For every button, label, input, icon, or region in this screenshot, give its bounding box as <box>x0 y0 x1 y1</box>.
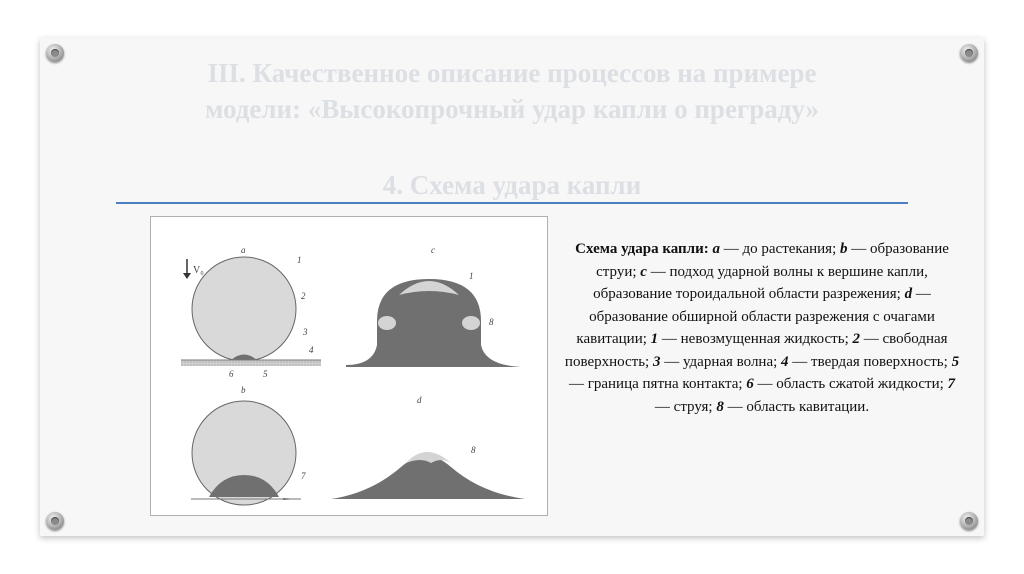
shocked-drop-c <box>346 279 521 367</box>
num-7: 7 <box>301 471 306 481</box>
caption-key-6: 6 <box>746 376 754 392</box>
panel-label-c: c <box>431 245 435 255</box>
drop-impact-diagram <box>151 217 547 515</box>
num-1-c: 1 <box>469 271 474 281</box>
caption-key-7: 7 <box>947 376 956 392</box>
caption-text-d: — образование обширной области разрежения с очагами кавитации; <box>576 286 935 347</box>
panel-label-d: d <box>417 395 422 405</box>
caption-key-1: 1 <box>650 331 659 347</box>
spread-drop-d <box>331 456 525 499</box>
caption-text-1: — невозмущенная жидкость; <box>658 331 853 347</box>
drop-impact-figure <box>150 216 548 516</box>
screw-icon <box>46 44 64 62</box>
panel-d <box>331 395 525 499</box>
num-8-d: 8 <box>471 445 476 455</box>
caption-text-a: — до растекания; <box>720 241 837 257</box>
title-divider <box>116 202 908 204</box>
jet-b <box>283 498 297 500</box>
slide-title-line1: III. Качественное описание процессов на примере <box>207 58 817 88</box>
slide-frame <box>40 38 984 536</box>
caption-text-c: — подход ударной волны к вершине капли, образование тороидальной области разрежения; <box>593 263 928 302</box>
caption-key-b: b <box>840 241 848 257</box>
caption-key-c: с <box>640 263 647 280</box>
num-5: 5 <box>263 369 268 379</box>
num-2: 2 <box>301 291 306 301</box>
panel-label-a: a <box>241 245 246 255</box>
cavitation-ring-right <box>462 316 480 330</box>
num-4: 4 <box>309 345 314 355</box>
caption-key-5: 5 <box>951 353 960 370</box>
caption-text-3: — ударная волна; <box>660 353 782 370</box>
num-3: 3 <box>303 327 308 337</box>
caption-text-6: — область сжатой жидкости; <box>753 376 948 392</box>
num-8-c: 8 <box>489 317 494 327</box>
caption-text-b: — образование струи; <box>596 241 949 280</box>
figure-caption <box>560 238 964 418</box>
caption-key-2: 2 <box>852 331 860 347</box>
panel-a <box>181 245 321 379</box>
caption-text-7: — струя; <box>654 398 717 415</box>
panel-b <box>191 385 306 505</box>
screw-icon <box>960 512 978 530</box>
num-1: 1 <box>297 255 302 265</box>
slide-subtitle: 4. Схема удара капли <box>382 170 642 200</box>
caption-key-8: 8 <box>716 398 724 415</box>
screw-icon <box>960 44 978 62</box>
caption-text-8: — область кавитации. <box>723 398 870 415</box>
caption-key-4: 4 <box>781 353 789 370</box>
caption-key-d: d <box>904 286 913 302</box>
caption-key-a: а <box>712 241 720 257</box>
slide-title-line2: модели: «Высокопрочный удар капли о преграду» <box>204 94 820 124</box>
arrow-head-icon <box>183 273 191 279</box>
velocity-label: V₀ <box>193 265 204 276</box>
screw-icon <box>46 512 64 530</box>
solid-surface-a <box>181 360 321 366</box>
cavitation-ring-left <box>378 316 396 330</box>
panel-label-b: b <box>241 385 246 395</box>
num-6: 6 <box>229 369 234 379</box>
caption-text-5: — граница пятна контакта; <box>568 376 747 392</box>
caption-text-4: — твердая поверхность; <box>788 353 948 370</box>
drop-a <box>192 257 296 361</box>
caption-text-2: — свободная поверхность; <box>564 331 948 370</box>
caption-lead: Схема удара капли: <box>575 241 709 257</box>
panel-c <box>346 245 521 367</box>
caption-key-3: 3 <box>652 353 661 370</box>
